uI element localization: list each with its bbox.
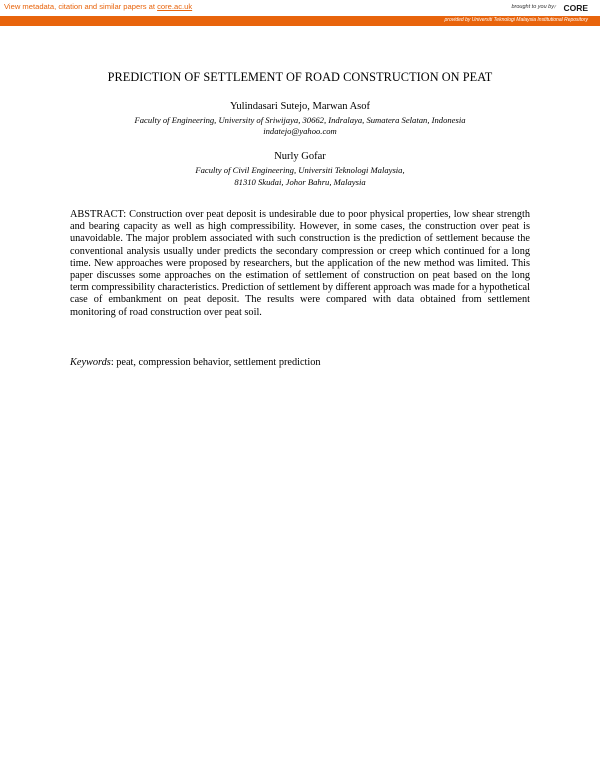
- authors-first: Yulindasari Sutejo, Marwan Asof: [230, 101, 370, 112]
- keywords: [70, 357, 530, 368]
- abstract-label: ABSTRACT:: [70, 209, 127, 220]
- keywords-label: Keywords: [70, 357, 111, 368]
- provided-by-text: provided by Universiti Teknologi Malaysia Institutional Repository: [444, 17, 588, 23]
- keywords-text: : peat, compression behavior, settlement prediction: [110, 357, 321, 368]
- authors-second: Nurly Gofar: [274, 151, 326, 162]
- metadata-link-prefix: View metadata, citation and similar papers at: [4, 2, 158, 11]
- brought-by-text: brought to you by: [511, 4, 554, 10]
- affiliation-second-line2: 81310 Skudai, Johor Bahru, Malaysia: [234, 177, 366, 187]
- paper-title: PREDICTION OF SETTLEMENT OF ROAD CONSTRUCTION ON PEAT: [107, 70, 493, 84]
- core-label[interactable]: CORE: [563, 3, 588, 13]
- core-banner: [0, 0, 600, 16]
- affiliation-second-line1: Faculty of Civil Engineering, Universiti Teknologi Malaysia,: [195, 165, 405, 175]
- core-metadata-link[interactable]: [4, 2, 192, 11]
- affiliation-first: Faculty of Engineering, University of Sriwijaya, 30662, Indralaya, Sumatera Selatan, Indonesia: [134, 115, 466, 125]
- abstract: [70, 209, 530, 319]
- abstract-text: Construction over peat deposit is undesirable due to poor physical properties, low shear strength and bearing capacity as well as high compressibility. However, in some cases, the construction over peat is unavoidable. The major problem associated with such construction is the prediction of settlement because the conventional analysis usually under predicts the secondary compression or creep which continued for a long time. New approaches were proposed by researchers, but the application of the new method was limited. This paper discusses some approaches on the estimation of settlement of construction on peat based on the long term compressibility characteristics. Prediction of settlement by different approach was made for a hypothetical case of embankment on peat deposit. The results were compared with data obtained from settlement monitoring of road construction over peat soil.: [70, 209, 531, 318]
- author-email: indatejo@yahoo.com: [263, 126, 337, 136]
- core-site-link[interactable]: core.ac.uk: [157, 2, 193, 11]
